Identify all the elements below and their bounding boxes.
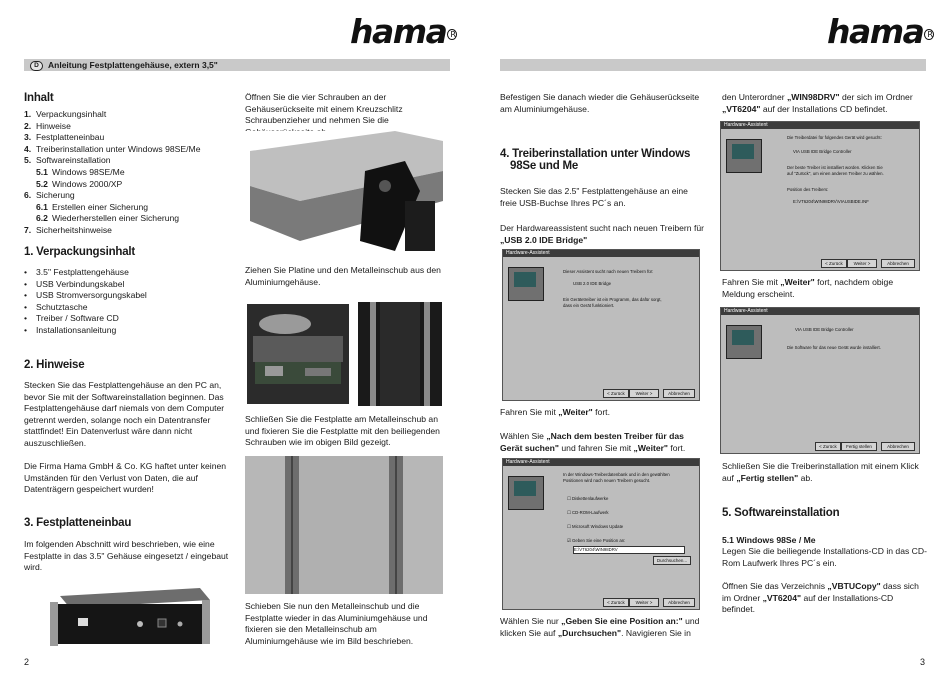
cancel-button-3[interactable]: Abbrechen [881,259,915,268]
dialog-screenshot-2: Hardware-Assistent In der Windows-Treiberdatenbank und in den gewählten Positionen wird nach neuen Treibern gesucht. ☐ Diskettenlaufwerke ☐ CD-ROM-Laufwerk ☐ Microsoft Windows Update ☑ Geben Sie eine Position an: E:\VT6204\WIN98DRV Durchsuchen... < Zurück Weiter > Abbrechen [502,458,700,610]
instruction-finish: Schließen Sie die Treiberinstallation mit einem Klick auf „Fertig stellen" ab. [722,461,919,483]
hdd-mounting-photo [245,302,351,406]
package-item: • USB Verbindungskabel [24,279,234,291]
section-2-heading: 2. Hinweise [24,359,85,371]
option-cdrom[interactable]: ☐ CD-ROM-Laufwerk [567,510,609,515]
package-contents-list [24,267,234,337]
dialog-screenshot-3: Hardware-Assistent Die Treiberdatei für folgendes Gerät wird gesucht: VIA USB IDE Bridge Controller Der beste Treiber ist installiert worden. Klicken Sie auf "Zurück", um einen anderen Treiber zu wählen. Position des Treibers: E:\VT6204\WIN98DRV\VIAUSBIDE.INF < Zurück Weiter > Abbrechen [720,121,920,271]
instruction-open-folder: Öffnen Sie das Verzeichnis „VBTUCopy" dass sich im Ordner „VT6204" auf der Installations-CD befindet. [722,581,919,615]
toc-item: 4. Treiberinstallation unter Windows 98SE/Me [24,143,201,154]
header-bar [24,59,450,71]
instruction-insert-cd: Legen Sie die beiliegende Installations-CD in das CD-Rom Laufwerk Ihres PC´s ein. [722,546,927,568]
toc-item: 6. Sicherung [24,190,75,201]
instruction-attach-back: Befestigen Sie danach wieder die Gehäuserückseite am Aluminiumgehäuse. [500,92,700,114]
section-5-1-heading: 5.1 Windows 98Se / Me [722,535,816,545]
hinweise-paragraph-1: Stecken Sie das Festplattengehäuse an den PC an, bevor Sie mit der Softwareinstallation beginnen. Das Festplattengehäuse darf niemals von dem Computer getrennt werden, solange noch ein Datentransfer stattfindet! Ein Datenverlust wäre dann nicht auszuschließen. [24,380,225,448]
finish-button[interactable]: Fertig stellen [841,442,877,451]
instruction-remove-board: Ziehen Sie Platine und den Metalleinschub aus den Aluminiumgehäuse. [245,265,441,287]
cancel-button-2[interactable]: Abbrechen [663,598,695,607]
package-item: • Treiber / Software CD [24,313,234,325]
path-input[interactable]: E:\VT6204\WIN98DRV [573,546,685,554]
toc-item: 1. Verpackungsinhalt [24,109,107,119]
instruction-plug-usb: Stecken Sie das 2.5" Festplattengehäuse an eine freie USB-Buchse Ihres PC´s an. [500,186,688,208]
metal-slide-photo [358,302,442,406]
next-button-3[interactable]: Weiter > [847,259,877,268]
section-5-heading: 5. Softwareinstallation [722,507,840,519]
toc-item: 3. Festplatteneinbau [24,132,105,143]
back-button[interactable]: < Zurück [603,389,629,398]
enclosure-rear-photo [245,131,443,256]
toc-item: 5. Softwareinstallation [24,155,111,166]
section-4-heading: 4. Treiberinstallation unter Windows 98Se und Me [500,148,691,172]
toc-item: 6.2 Wiederherstellen einer Sicherung [36,213,180,224]
option-windows-update[interactable]: ☐ Microsoft Windows Update [567,524,624,529]
instruction-connect-hdd: Schließen Sie die Festplatte am Metalleinschub an und fixieren Sie die Festplatte mit den beiliegenden Schrauben wie im obigen Bild gezeigt. [245,414,440,448]
cancel-button[interactable]: Abbrechen [663,389,695,398]
instruction-subfolder: den Unterordner „WIN98DRV" der sich im Ordner „VT6204" auf der Installations CD befindet. [722,92,913,114]
table-of-contents [24,109,234,237]
festplatteneinbau-paragraph: Im folgenden Abschnitt wird beschrieben, wie eine Festplatte in das 3.5" Gehäuse eingesetzt / eingebaut wird. [24,539,229,573]
back-button-4[interactable]: < Zurück [815,442,841,451]
instruction-open-screws: Öffnen Sie die vier Schrauben an der Gehäuserückseite mit einem Kreuzschlitz Schraubenzieher und nehmen Sie die [245,92,403,126]
instruction-search-driver: Wählen Sie „Nach dem besten Treiber für das Gerät suchen" und fahren Sie mit „Weiter" fort. [500,431,686,453]
package-item: • 3.5" Festplattengehäuse [24,267,234,279]
option-floppy[interactable]: ☐ Diskettenlaufwerke [567,496,609,501]
page-number-right: 3 [920,657,926,667]
dialog-screenshot-4: Hardware-Assistent VIA USB IDE Bridge Controller Die Software für das neue Gerät wurde installiert. < Zurück Fertig stellen Abbrechen [720,307,920,454]
instruction-continue-1: Fahren Sie mit „Weiter" fort. [500,407,610,417]
hinweise-paragraph-2: Die Firma Hama GmbH & Co. KG haftet unter keinen Umständen für den Verlust von Daten, die auf Datenträgern gespeichert wurden! [24,461,227,495]
toc-item: 6.1 Erstellen einer Sicherung [36,201,149,212]
section-1-heading: 1. Verpackungsinhalt [24,246,136,258]
cancel-button-4[interactable]: Abbrechen [881,442,915,451]
toc-item: 5.1 Windows 98SE/Me [36,166,125,177]
next-button[interactable]: Weiter > [629,389,659,398]
package-item: • Schutztasche [24,302,234,314]
option-specify-location[interactable]: ☑ Geben Sie eine Position an: [567,538,626,543]
package-item: • Installationsanleitung [24,325,234,337]
page-number-left: 2 [24,657,30,667]
enclosure-front-photo [40,578,225,648]
instruction-continue-2: Fahren Sie mit „Weiter" fort, nachdem obige Meldung erscheint. [722,277,894,299]
toc-item: 2. Hinweise [24,120,71,131]
next-button-2[interactable]: Weiter > [629,598,659,607]
language-badge: D [30,61,43,71]
section-3-heading: 3. Festplatteneinbau [24,517,132,529]
instruction-hardware-assistant: Der Hardwareassistent sucht nach neuen Treibern für „USB 2.0 IDE Bridge" [500,223,704,245]
hama-logo-right: hama $^R$ [827,12,934,51]
header-bar-right [500,59,926,71]
hama-logo: hama $^R$ [350,12,457,51]
instruction-specify-location: Wählen Sie nur „Geben Sie eine Position an:" und klicken Sie auf „Durchsuchen". Navigieren Sie in [500,616,700,638]
inhalt-heading: Inhalt [24,92,54,104]
back-button-3[interactable]: < Zurück [821,259,847,268]
instruction-reinsert: Schieben Sie nun den Metalleinschub und die Festplatte wieder in das Aluminiumgehäuse und fixieren sie den Metalleinschub am Aluminiumgehäuse wie im Bild beschrieben. [245,601,428,646]
browse-button[interactable]: Durchsuchen... [653,556,691,565]
back-button-2[interactable]: < Zurück [603,598,629,607]
header-title: Anleitung Festplattengehäuse, extern 3,5" [48,60,218,70]
toc-item: 5.2 Windows 2000/XP [36,178,123,189]
toc-item: 7. Sicherheitshinweise [24,224,112,235]
dialog-screenshot-1: Hardware-Assistent Dieser Assistent sucht nach neuen Treibern für: USB 2.0 IDE Bridge Ein Gerätetreiber ist ein Programm, das dafür sorgt, dass ein Gerät funktioniert. < Zurück Weiter > Abbrechen [502,249,700,401]
package-item: • USB Stromversorgungskabel [24,290,234,302]
enclosure-slide-photo [245,456,443,594]
